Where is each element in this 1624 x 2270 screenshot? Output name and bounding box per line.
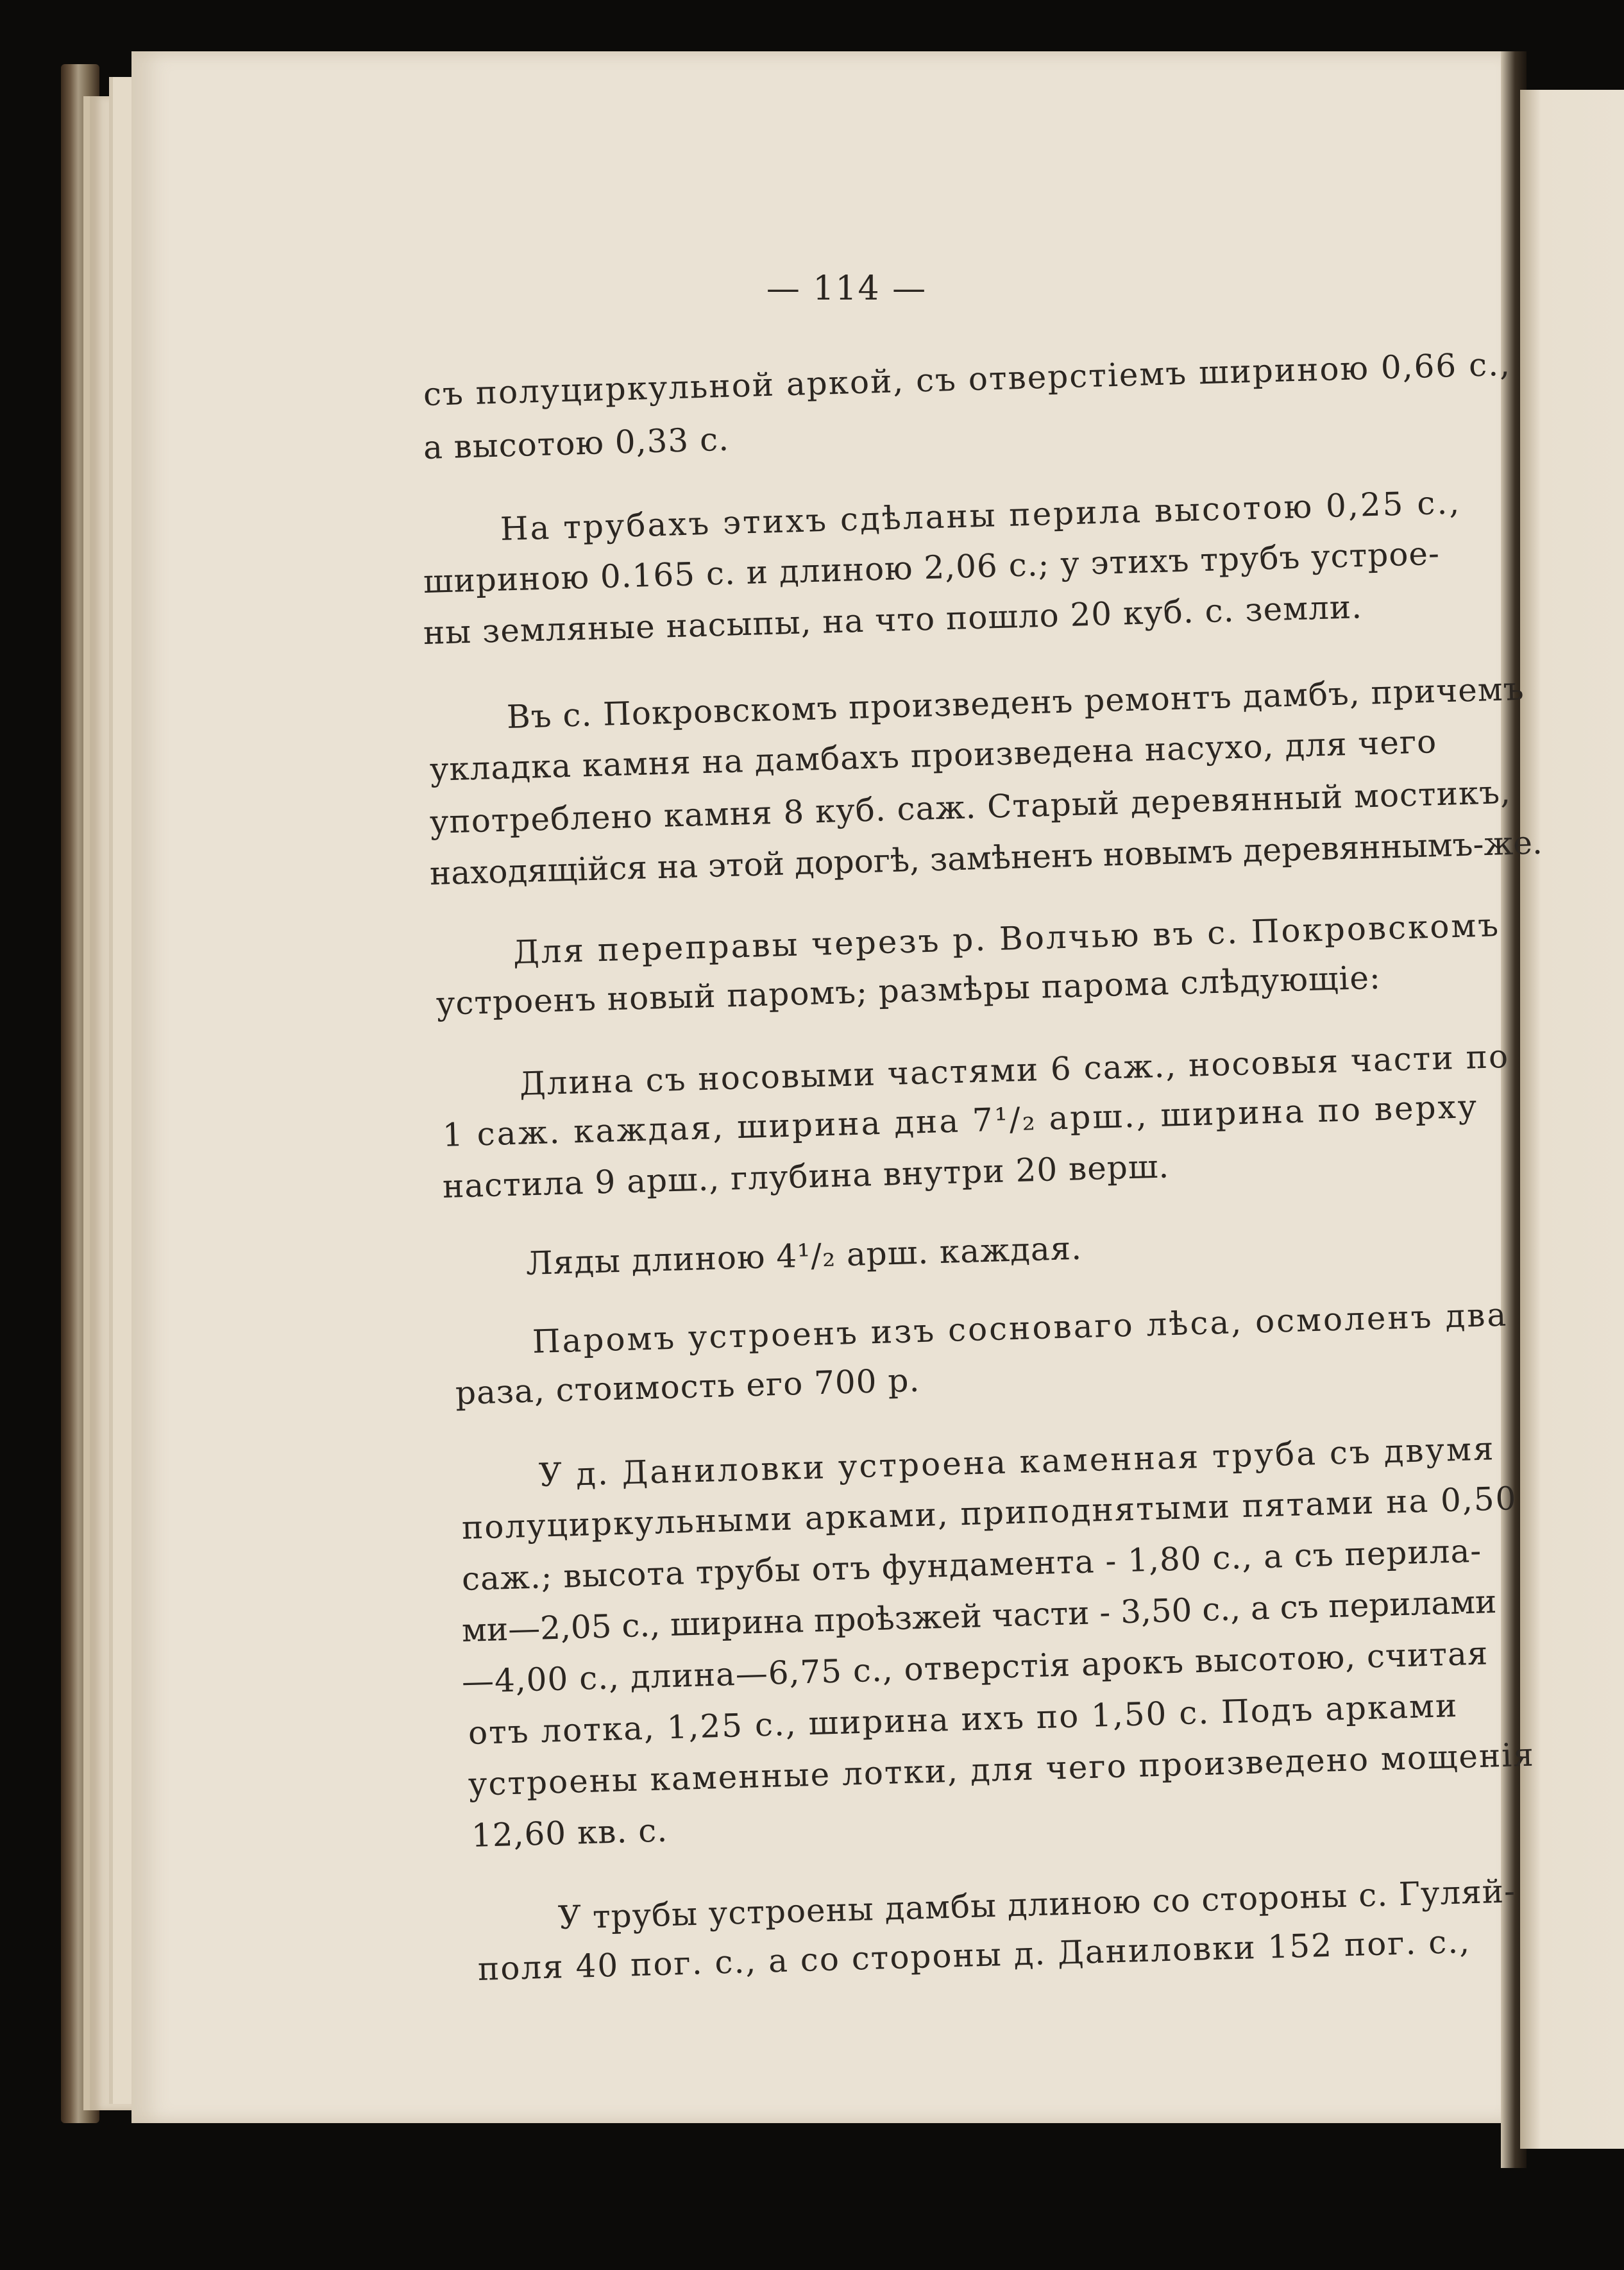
text-line: У трубы устроены дамбы длиною со стороны с. Гуляй- bbox=[557, 1872, 1516, 1936]
text-line: 12,60 кв. с. bbox=[471, 1811, 668, 1854]
text-line: саж.; высота трубы отъ фундамента - 1,80 с., а съ перила- bbox=[461, 1532, 1482, 1598]
text-line: У д. Даниловки устроена каменная труба съ двумя bbox=[538, 1430, 1496, 1494]
text-line: находящійся на этой дорогѣ, замѣненъ новымъ деревяннымъ-же. bbox=[429, 824, 1543, 892]
text-line: Ляды длиною 4¹/₂ арш. каждая. bbox=[525, 1229, 1083, 1282]
text-line: полуциркульными арками, приподнятыми пятами на 0,50 bbox=[461, 1480, 1518, 1546]
text-line: ми—2,05 с., ширина проѣзжей части - 3,50 с., а съ перилами bbox=[461, 1582, 1498, 1649]
text-line: настила 9 арш., глубина внутри 20 верш. bbox=[442, 1148, 1170, 1205]
text-line: Въ с. Покровскомъ произведенъ ремонтъ дамбъ, причемъ bbox=[506, 670, 1525, 736]
text-line: употреблено камня 8 куб. саж. Старый деревянный мостикъ, bbox=[429, 773, 1512, 841]
text-line: раза, стоимость его 700 р. bbox=[455, 1361, 921, 1412]
text-line: На трубахъ этихъ сдѣланы перила высотою 0,25 с., bbox=[500, 484, 1462, 548]
page-number: — 114 — bbox=[766, 269, 927, 308]
text-line: съ полуциркульной аркой, съ отверстіемъ шириною 0,66 с., bbox=[423, 345, 1512, 413]
text-line: отъ лотка, 1,25 с., ширина ихъ по 1,50 с. Подъ арками bbox=[468, 1686, 1459, 1752]
text-line: устроены каменные лотки, для чего произведено мощенія bbox=[468, 1736, 1535, 1803]
text-line: —4,00 с., длина—6,75 с., отверстія арокъ высотою, считая bbox=[461, 1634, 1489, 1700]
text-line: укладка камня на дамбахъ произведена насухо, для чего bbox=[429, 723, 1437, 788]
text-line: а высотою 0,33 с. bbox=[423, 420, 730, 466]
text-line: поля 40 пог. с., а со стороны д. Даниловки 152 пог. с., bbox=[477, 1922, 1471, 1988]
text-line: Для переправы черезъ р. Волчью въ с. Покровскомъ bbox=[512, 906, 1501, 971]
text-line: шириною 0.165 с. и длиною 2,06 с.; у этихъ трубъ устрое- bbox=[423, 534, 1441, 600]
text-line: 1 саж. каждая, ширина дна 7¹/₂ арш., ширина по верху bbox=[442, 1087, 1479, 1154]
text-line: ны земляные насыпы, на что пошло 20 куб. с. земли. bbox=[423, 588, 1363, 652]
text-line: устроенъ новый паромъ; размѣры парома слѣдующіе: bbox=[436, 958, 1382, 1022]
text-line: Паромъ устроенъ изъ сосноваго лѣса, осмоленъ два bbox=[532, 1296, 1509, 1360]
text-line: Длина съ носовыми частями 6 саж., носовыя части по bbox=[519, 1037, 1510, 1103]
